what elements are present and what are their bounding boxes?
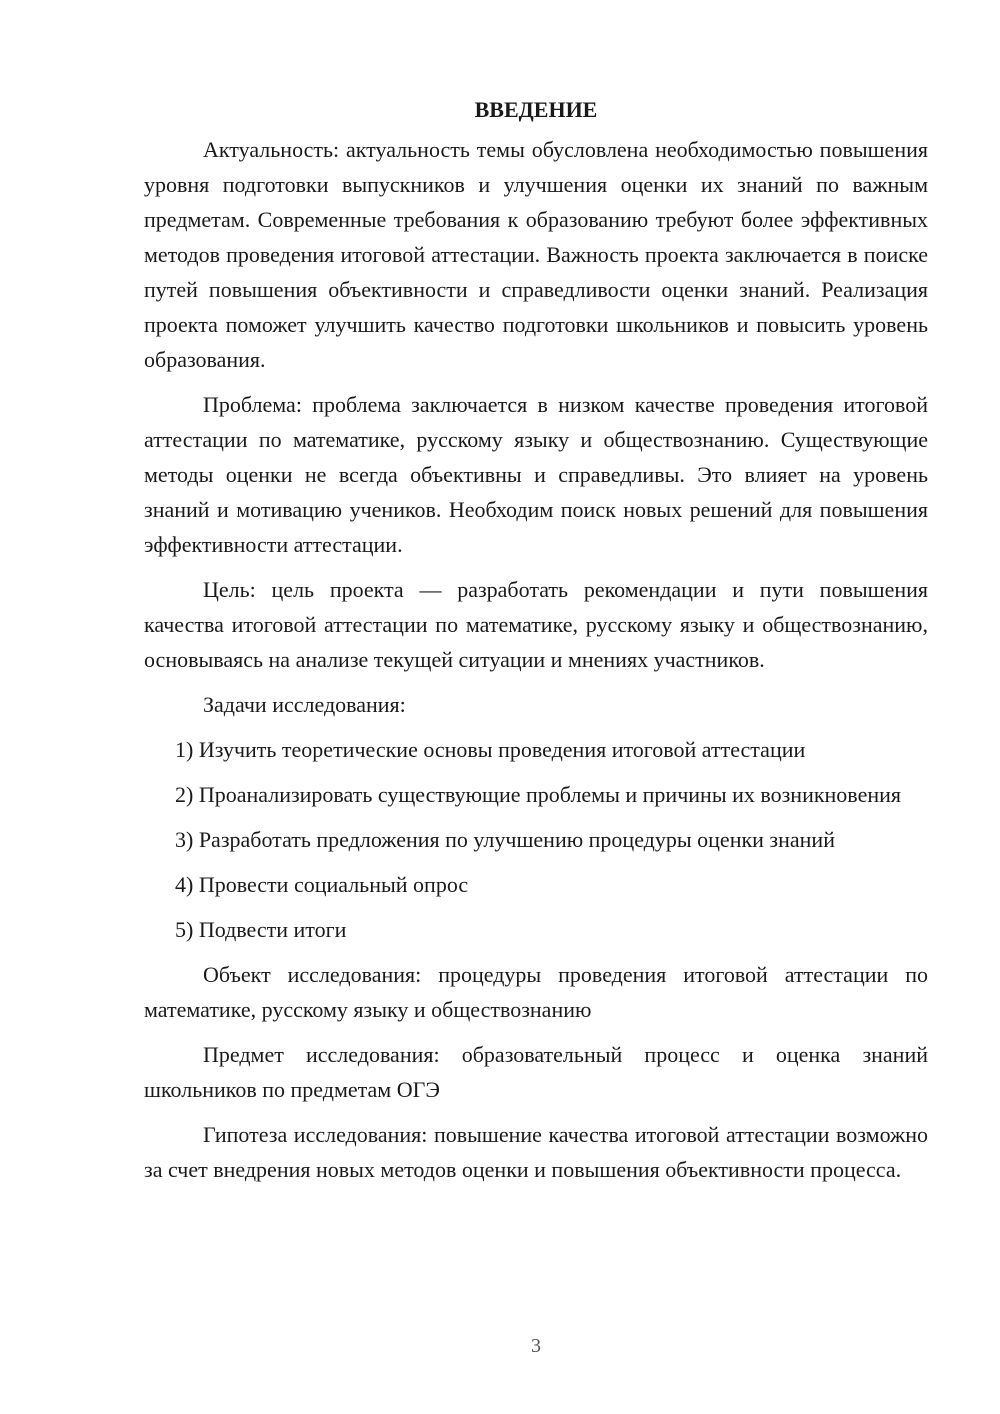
paragraph-hypothesis: Гипотеза исследования: повышение качества итоговой аттестации возможно за счет внедрения новых методов оценки и повышения объективности процесса. <box>144 1122 928 1182</box>
page-number: 3 <box>531 1335 541 1357</box>
task-item: 2) Проанализировать существующие проблемы и причины их возникновения <box>175 782 901 807</box>
paragraph-relevance: Актуальность: актуальность темы обусловлена необходимостью повышения уровня подготовки выпускников и улучшения оценки их знаний по важным предметам. Современные требования к образованию требуют более эффективных методов проведения итоговой аттестации. Важность проекта заключается в поиске путей повышения объективности и справедливости оценки знаний. Реализация проекта поможет улучшить качество подготовки школьников и повысить уровень образования. <box>144 137 928 372</box>
paragraph-object: Объект исследования: процедуры проведения итоговой аттестации по математике, русскому языку и обществознанию <box>144 962 928 1022</box>
paragraph-subject: Предмет исследования: образовательный процесс и оценка знаний школьников по предметам ОГЭ <box>144 1042 928 1102</box>
tasks-heading: Задачи исследования: <box>203 692 406 717</box>
document-page <box>144 92 928 1197</box>
paragraph-problem: Проблема: проблема заключается в низком качестве проведения итоговой аттестации по математике, русскому языку и обществознанию. Существующие методы оценки не всегда объективны и справедливы. Это влияет на уровень знаний и мотивацию учеников. Необходим поиск новых решений для повышения эффективности аттестации. <box>144 392 928 557</box>
task-item: 3) Разработать предложения по улучшению процедуры оценки знаний <box>175 827 835 852</box>
task-item: 1) Изучить теоретические основы проведения итоговой аттестации <box>175 737 806 762</box>
task-item: 4) Провести социальный опрос <box>175 872 469 897</box>
task-item: 5) Подвести итоги <box>175 917 347 942</box>
page-title: ВВЕДЕНИЕ <box>474 97 598 122</box>
paragraph-goal: Цель: цель проекта — разработать рекомендации и пути повышения качества итоговой аттестации по математике, русскому языку и обществознанию, основываясь на анализе текущей ситуации и мнениях участников. <box>144 577 928 672</box>
